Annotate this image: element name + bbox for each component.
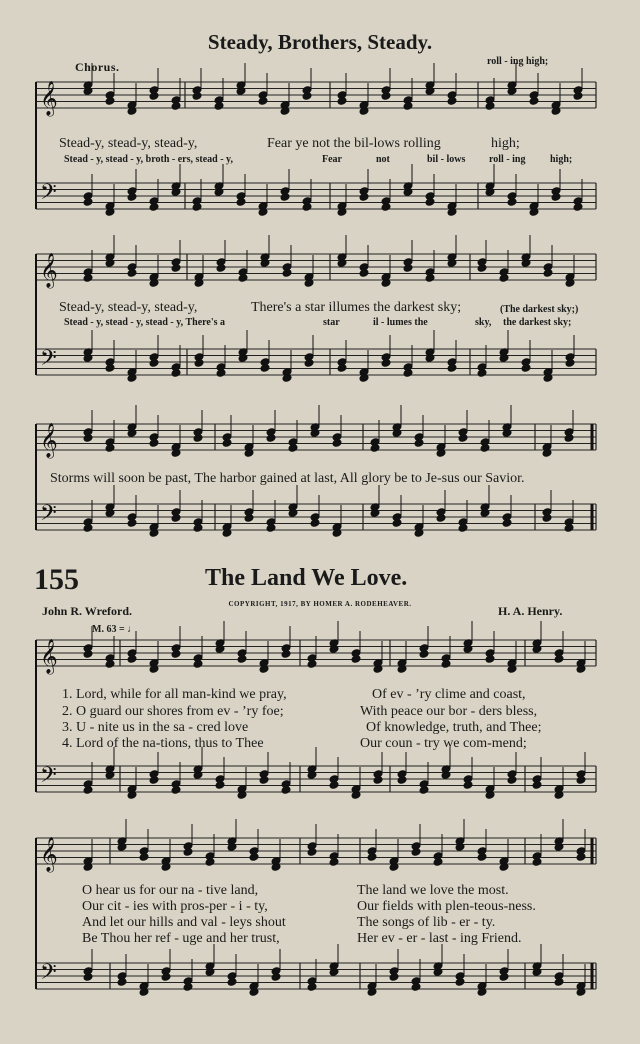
note-head — [480, 444, 490, 452]
note-head — [425, 274, 435, 282]
verse-line: Our cit - ies with pros-per - i - ty, — [82, 899, 268, 914]
note-head — [403, 102, 413, 110]
treble-clef-icon: 𝄞 — [40, 639, 58, 674]
note-head — [127, 519, 137, 527]
note-head — [238, 274, 248, 282]
note-head — [83, 524, 93, 532]
note-head — [105, 97, 115, 105]
lyric-line-small: Stead - y, stead - y, stead - y, There's a — [64, 317, 226, 328]
note-head — [183, 848, 193, 856]
note-head — [117, 978, 127, 986]
note-head — [477, 369, 487, 377]
bass-clef-icon: 𝄢 — [40, 501, 57, 531]
verse-line: Of knowledge, truth, and Thee; — [366, 720, 542, 735]
note-head — [205, 858, 215, 866]
copyright-notice: COPYRIGHT, 1917, BY HOMER A. RODEHEAVER. — [228, 600, 412, 608]
note-head — [222, 439, 232, 447]
note-head — [249, 853, 259, 861]
note-head — [502, 519, 512, 527]
note-head — [381, 92, 391, 100]
note-head — [260, 364, 270, 372]
note-head — [477, 853, 487, 861]
tempo-marking: M. 63 = ♩ — [92, 624, 138, 635]
composer-credit: H. A. Henry. — [498, 604, 563, 618]
bass-clef-icon: 𝄢 — [40, 180, 57, 210]
note-head — [171, 650, 181, 658]
verse-line: 1. Lord, while for all man-kind we pray, — [62, 687, 287, 702]
note-head — [332, 439, 342, 447]
note-head — [149, 776, 159, 784]
note-head — [149, 359, 159, 367]
note-head — [266, 434, 276, 442]
lyric-line-small: sky, — [475, 317, 492, 328]
note-head — [373, 776, 383, 784]
note-head — [271, 973, 281, 981]
hymn-title: The Land We Love. — [205, 565, 408, 591]
note-head — [83, 973, 93, 981]
note-head — [397, 776, 407, 784]
treble-clef-icon: 𝄞 — [40, 423, 58, 458]
lyric-line-small: bil - lows — [427, 154, 466, 165]
note-head — [576, 853, 586, 861]
note-head — [282, 269, 292, 277]
note-head — [565, 359, 575, 367]
lyric-line: Stead-y, stead-y, stead-y, — [59, 136, 198, 151]
note-head — [485, 655, 495, 663]
note-head — [403, 264, 413, 272]
note-head — [507, 198, 517, 206]
note-head — [381, 359, 391, 367]
chorus-label: Chorus. — [75, 60, 120, 74]
lyric-line: Stead-y, stead-y, stead-y, — [59, 300, 198, 315]
note-head — [414, 439, 424, 447]
note-head — [127, 193, 137, 201]
note-head — [389, 973, 399, 981]
note-head — [149, 92, 159, 100]
note-head — [542, 514, 552, 522]
verse-line: The land we love the most. — [357, 883, 509, 898]
note-head — [507, 776, 517, 784]
note-head — [193, 434, 203, 442]
note-head — [216, 264, 226, 272]
note-head — [266, 524, 276, 532]
note-head — [244, 514, 254, 522]
note-head — [183, 983, 193, 991]
note-head — [403, 369, 413, 377]
note-head — [105, 444, 115, 452]
author-credit: John R. Wreford. — [42, 604, 133, 618]
verse-line: 3. U - nite us in the sa - cred love — [62, 720, 249, 735]
note-head — [359, 269, 369, 277]
note-head — [359, 193, 369, 201]
verse-line: 2. O guard our shores from ev - ’ry foe; — [62, 704, 284, 719]
note-head — [441, 660, 451, 668]
note-head — [105, 660, 115, 668]
treble-clef-icon: 𝄞 — [40, 253, 58, 288]
note-head — [551, 193, 561, 201]
note-head — [149, 203, 159, 211]
note-head — [192, 203, 202, 211]
top-lyric-fragment: roll - ing high; — [487, 56, 549, 67]
note-head — [543, 269, 553, 277]
note-head — [83, 274, 93, 282]
treble-clef-icon: 𝄞 — [40, 81, 58, 116]
note-head — [192, 92, 202, 100]
note-head — [310, 519, 320, 527]
lyric-line: high; — [491, 136, 520, 151]
note-head — [447, 97, 457, 105]
note-head — [307, 848, 317, 856]
verse-line: The songs of lib - er - ty. — [357, 915, 496, 930]
lyric-line-small: high; — [550, 154, 573, 165]
lyric-line: Storms will soon be past, The harbor gained at last, All glory be to Je-sus our Savior. — [50, 471, 525, 486]
verse-line: 4. Lord of the na-tions, thus to Thee — [62, 736, 264, 751]
note-head — [370, 444, 380, 452]
note-head — [367, 853, 377, 861]
note-head — [83, 434, 93, 442]
lyric-line-small: il - lumes the — [373, 317, 428, 328]
note-head — [83, 198, 93, 206]
note-head — [554, 655, 564, 663]
note-head — [171, 786, 181, 794]
verse-line: Our fields with plen-teous-ness. — [357, 899, 536, 914]
note-head — [171, 102, 181, 110]
note-head — [149, 439, 159, 447]
note-head — [307, 660, 317, 668]
note-head — [288, 444, 298, 452]
note-head — [447, 364, 457, 372]
note-head — [351, 655, 361, 663]
verse-line: Be Thou her ref - uge and her trust, — [82, 931, 280, 946]
lyric-line-small: Fear — [322, 154, 342, 165]
note-head — [485, 102, 495, 110]
note-head — [411, 848, 421, 856]
note-head — [105, 364, 115, 372]
bass-clef-icon: 𝄢 — [40, 763, 57, 793]
bass-clef-icon: 𝄢 — [40, 346, 57, 376]
lyric-line-small: not — [376, 154, 390, 165]
note-head — [161, 973, 171, 981]
note-head — [532, 858, 542, 866]
note-head — [337, 97, 347, 105]
lyric-line: Fear ye not the bil-lows rolling — [267, 136, 441, 151]
note-head — [554, 978, 564, 986]
verse-line: Our coun - try we com-mend; — [360, 736, 527, 751]
note-head — [329, 858, 339, 866]
treble-clef-icon: 𝄞 — [40, 837, 58, 872]
note-head — [521, 364, 531, 372]
note-head — [259, 776, 269, 784]
bass-clef-icon: 𝄢 — [40, 960, 57, 990]
note-head — [564, 524, 574, 532]
note-head — [171, 369, 181, 377]
note-head — [214, 102, 224, 110]
note-head — [139, 853, 149, 861]
note-head — [302, 203, 312, 211]
note-head — [194, 359, 204, 367]
note-head — [302, 92, 312, 100]
note-head — [532, 781, 542, 789]
hymn-number: 155 — [34, 563, 79, 596]
note-head — [419, 786, 429, 794]
note-head — [258, 97, 268, 105]
note-head — [127, 269, 137, 277]
verse-line: Of ev - ’ry clime and coast, — [372, 687, 526, 702]
note-head — [573, 92, 583, 100]
note-head — [477, 264, 487, 272]
note-head — [463, 781, 473, 789]
note-head — [411, 983, 421, 991]
note-head — [436, 514, 446, 522]
verse-line: Her ev - er - last - ing Friend. — [357, 931, 522, 946]
note-head — [576, 776, 586, 784]
note-head — [281, 650, 291, 658]
lyric-line-small: roll - ing — [489, 154, 526, 165]
lyric-line: There's a star illumes the darkest sky; — [251, 300, 462, 315]
note-head — [83, 650, 93, 658]
note-head — [237, 655, 247, 663]
note-head — [381, 203, 391, 211]
note-head — [425, 198, 435, 206]
note-head — [337, 364, 347, 372]
lyric-line-small: Stead - y, stead - y, broth - ers, stead - y, — [64, 154, 233, 165]
note-head — [216, 369, 226, 377]
note-head — [171, 514, 181, 522]
note-head — [573, 203, 583, 211]
note-head — [329, 781, 339, 789]
note-head — [193, 660, 203, 668]
note-head — [171, 264, 181, 272]
verse-line: O hear us for our na - tive land, — [82, 883, 259, 898]
verse-line: With peace our bor - ders bless, — [360, 704, 538, 719]
lyric-line-small: star — [323, 317, 340, 328]
note-head — [433, 858, 443, 866]
hymn-title: Steady, Brothers, Steady. — [207, 30, 433, 54]
note-head — [455, 978, 465, 986]
note-head — [499, 973, 509, 981]
note-head — [304, 359, 314, 367]
note-head — [281, 786, 291, 794]
note-head — [83, 786, 93, 794]
note-head — [419, 650, 429, 658]
note-head — [499, 274, 509, 282]
lyric-line-small: (The darkest sky;) — [500, 304, 579, 315]
note-head — [127, 655, 137, 663]
note-head — [227, 978, 237, 986]
note-head — [280, 193, 290, 201]
note-head — [215, 781, 225, 789]
note-head — [458, 434, 468, 442]
note-head — [307, 983, 317, 991]
note-head — [392, 519, 402, 527]
note-head — [236, 198, 246, 206]
note-head — [458, 524, 468, 532]
note-head — [193, 524, 203, 532]
note-head — [564, 434, 574, 442]
lyric-line-small: the darkest sky; — [503, 317, 572, 328]
note-head — [529, 97, 539, 105]
verse-line: And let our hills and val - leys shout — [82, 915, 286, 930]
